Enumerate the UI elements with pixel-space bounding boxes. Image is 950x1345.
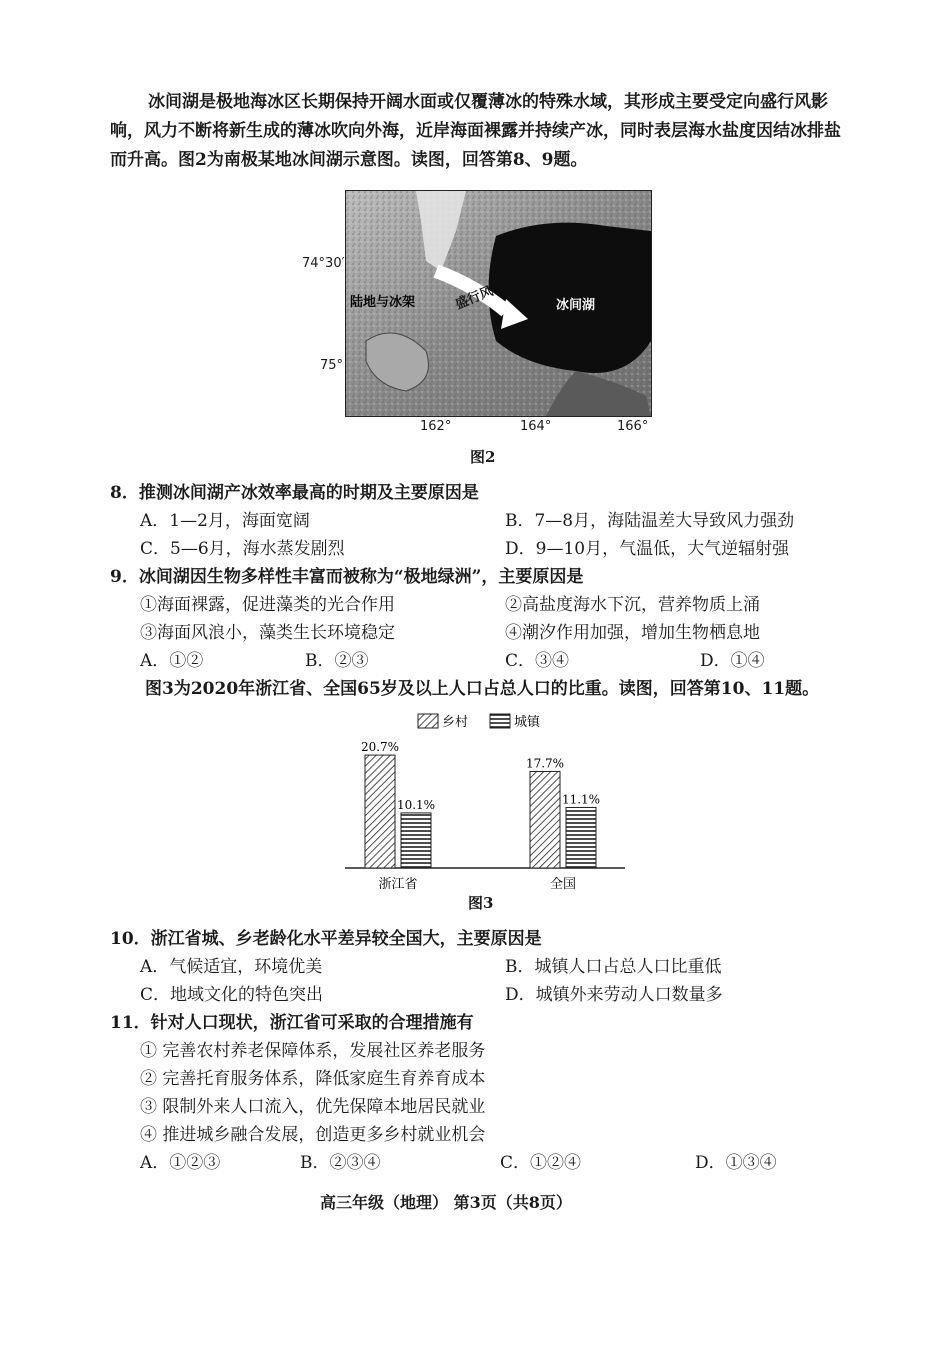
q10-stem: 10．浙江省城、乡老龄化水平差异较全国大，主要原因是 bbox=[110, 929, 542, 949]
land-label: 陆地与冰架 bbox=[350, 295, 416, 310]
q9-item-4: ④潮汐作用加强，增加生物栖息地 bbox=[505, 623, 760, 643]
q11-item-1: ① 完善农村养老保障体系，发展社区养老服务 bbox=[140, 1041, 486, 1061]
q9-stem: 9．冰间湖因生物多样性丰富而被称为“极地绿洲”，主要原因是 bbox=[110, 567, 584, 587]
bar-label-rural-1: 17.7% bbox=[525, 756, 565, 771]
q9-option-a: A．①② bbox=[140, 651, 204, 671]
q11-item-2: ② 完善托育服务体系，降低家庭生育养育成本 bbox=[140, 1069, 486, 1089]
q9-item-1: ①海面裸露，促进藻类的光合作用 bbox=[140, 595, 395, 615]
q9-item-2: ②高盐度海水下沉，营养物质上涌 bbox=[505, 595, 760, 615]
legend-label-rural: 乡村 bbox=[442, 715, 469, 730]
polynya-label: 冰间湖 bbox=[556, 298, 596, 313]
q8-option-a: A．1—2月，海面宽阔 bbox=[140, 511, 310, 531]
bar-label-urban-1: 11.1% bbox=[561, 792, 601, 807]
aging-chart bbox=[340, 706, 630, 896]
bar-label-rural-0: 20.7% bbox=[360, 740, 400, 755]
aging-chart-svg bbox=[340, 706, 630, 896]
lon-label-164: 164° bbox=[520, 419, 552, 434]
legend-swatch-urban bbox=[490, 714, 510, 728]
q11-item-3: ③ 限制外来人口流入，优先保障本地居民就业 bbox=[140, 1097, 486, 1117]
legend-swatch-rural bbox=[418, 714, 438, 728]
lat-label-75: 75° bbox=[320, 358, 344, 373]
polynya-map bbox=[345, 190, 652, 417]
figure3-intro: 图3为2020年浙江省、全国65岁及以上人口占总人口的比重。读图，回答第10、11题。 bbox=[145, 679, 820, 699]
lat-label-74-30: 74°30′ bbox=[302, 256, 345, 271]
q8-option-d: D．9—10月，气温低，大气逆辐射强 bbox=[505, 539, 790, 559]
q11-option-c: C．①②④ bbox=[500, 1153, 582, 1173]
q8-option-c: C．5—6月，海水蒸发剧烈 bbox=[140, 539, 345, 559]
q10-option-b: B．城镇人口占总人口比重低 bbox=[505, 957, 722, 977]
bar-label-urban-0: 10.1% bbox=[396, 797, 436, 812]
bar-rural-0 bbox=[365, 755, 395, 868]
q9-option-c: C．③④ bbox=[505, 651, 570, 671]
q9-item-3: ③海面风浪小，藻类生长环境稳定 bbox=[140, 623, 395, 643]
lon-label-166: 166° bbox=[617, 419, 649, 434]
q10-option-a: A．气候适宜，环境优美 bbox=[140, 957, 323, 977]
q11-option-d: D．①③④ bbox=[695, 1153, 777, 1173]
legend-label-urban: 城镇 bbox=[514, 715, 541, 730]
q9-option-b: B．②③ bbox=[305, 651, 369, 671]
category-label-0: 浙江省 bbox=[378, 877, 418, 892]
lon-label-162: 162° bbox=[420, 419, 452, 434]
q11-option-a: A．①②③ bbox=[140, 1153, 221, 1173]
bar-rural-1 bbox=[530, 771, 560, 868]
q9-option-d: D．①④ bbox=[700, 651, 765, 671]
q8-stem: 8．推测冰间湖产冰效率最高的时期及主要原因是 bbox=[110, 483, 479, 503]
category-label-1: 全国 bbox=[549, 877, 577, 892]
q11-option-b: B．②③④ bbox=[300, 1153, 381, 1173]
bar-urban-1 bbox=[566, 807, 596, 868]
q11-item-4: ④ 推进城乡融合发展，创造更多乡村就业机会 bbox=[140, 1125, 486, 1145]
q10-option-c: C．地域文化的特色突出 bbox=[140, 985, 324, 1005]
q10-option-d: D．城镇外来劳动人口数量多 bbox=[505, 985, 723, 1005]
figure2-caption: 图2 bbox=[470, 448, 496, 466]
page-footer: 高三年级（地理） 第3页（共8页） bbox=[320, 1193, 572, 1212]
q11-stem: 11．针对人口现状，浙江省可采取的合理措施有 bbox=[110, 1013, 474, 1033]
q8-option-b: B．7—8月，海陆温差大导致风力强劲 bbox=[505, 511, 795, 531]
bar-urban-0 bbox=[401, 813, 431, 868]
figure3-caption: 图3 bbox=[468, 894, 494, 912]
intro-paragraph: 冰间湖是极地海冰区长期保持开阔水面或仅覆薄冰的特殊水域，其形成主要受定向盛行风影响，风力不断将新生成的薄冰吹向外海，近岸海面裸露并持续产冰，同时表层海水盐度因结冰排盐而升高。图2为南极某地冰间湖示意图。读图，回答第8、9题。 bbox=[110, 92, 841, 170]
wind-label: 盛行风 bbox=[453, 284, 496, 313]
